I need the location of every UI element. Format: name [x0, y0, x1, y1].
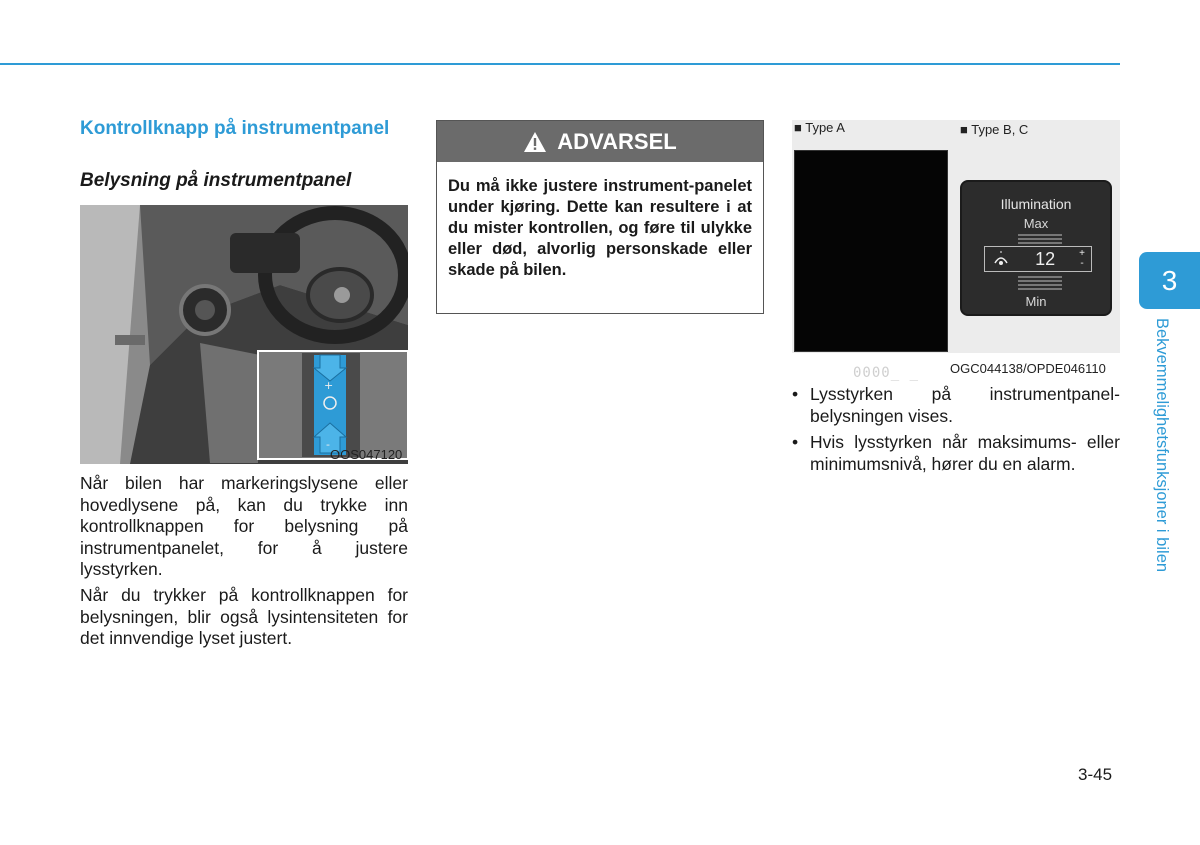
- warning-text: Du må ikke justere instrument-panelet under kjøring. Dette kan resultere i at du mister kontrollen, og føre til ulykke eller død, alvorlig personskade eller skade på bilen.: [448, 177, 752, 279]
- type-a-label: ■ Type A: [794, 120, 845, 135]
- right-figure-caption: OGC044138/OPDE046110: [950, 361, 1106, 376]
- type-a-display: [794, 150, 948, 381]
- section-subtitle: Belysning på instrumentpanel: [80, 170, 352, 191]
- illumination-level-row: [984, 246, 1092, 272]
- warning-header: [437, 121, 763, 162]
- illumination-min-label: Min: [1025, 294, 1047, 309]
- level-bars-bottom: [1018, 276, 1062, 292]
- illumination-max-label: Max: [1023, 216, 1049, 231]
- list-item: • Hvis lysstyrken når maksimums- eller minimumsnivå, hører du en alarm.: [792, 432, 1120, 475]
- chapter-title-vertical: [1149, 318, 1177, 608]
- warning-triangle-icon: [523, 131, 547, 153]
- dashboard-illustration: [80, 205, 408, 464]
- list-item: • Lysstyrken på instrumentpanel-belysningen vises.: [792, 384, 1120, 427]
- warning-heading: ADVARSEL: [557, 128, 677, 154]
- section-title: Kontrollknapp på instrumentpanel: [80, 118, 390, 139]
- top-rule: [0, 63, 1120, 65]
- paragraph-2: Når du trykker på kontrollknappen for belysningen, blir også lysintensiteten for det innvendige lyset justert.: [80, 585, 408, 648]
- chapter-title: Bekvemmelighetsfunksjoner i bilen: [1153, 318, 1171, 573]
- warning-box: [436, 120, 764, 314]
- type-bc-label: ■ Type B, C: [960, 122, 1029, 137]
- paragraph-1: Når bilen har markeringslysene eller hovedlysene på, kan du trykke inn kontrollknappen for belysning på instrumentpanelet, for å justere lysstyrken.: [80, 473, 408, 579]
- bullet-list: [792, 384, 1120, 480]
- illumination-level-value: 12: [1035, 248, 1056, 269]
- left-figure-caption: OOS047120: [330, 447, 403, 462]
- plus-minus-icon: + -: [1079, 248, 1085, 269]
- type-bc-display: [960, 180, 1112, 316]
- svg-text:-: -: [326, 438, 330, 451]
- page-number: 3-45: [1078, 765, 1113, 784]
- chapter-tab: 3: [1139, 252, 1200, 309]
- illumination-title: Illumination: [1000, 196, 1072, 212]
- illumination-icon: [991, 251, 1011, 267]
- level-bars-top: [1018, 234, 1062, 244]
- type-a-level-dots: 0000_ _: [853, 365, 920, 381]
- dashboard-photo: [80, 205, 408, 464]
- svg-text:+: +: [324, 379, 334, 392]
